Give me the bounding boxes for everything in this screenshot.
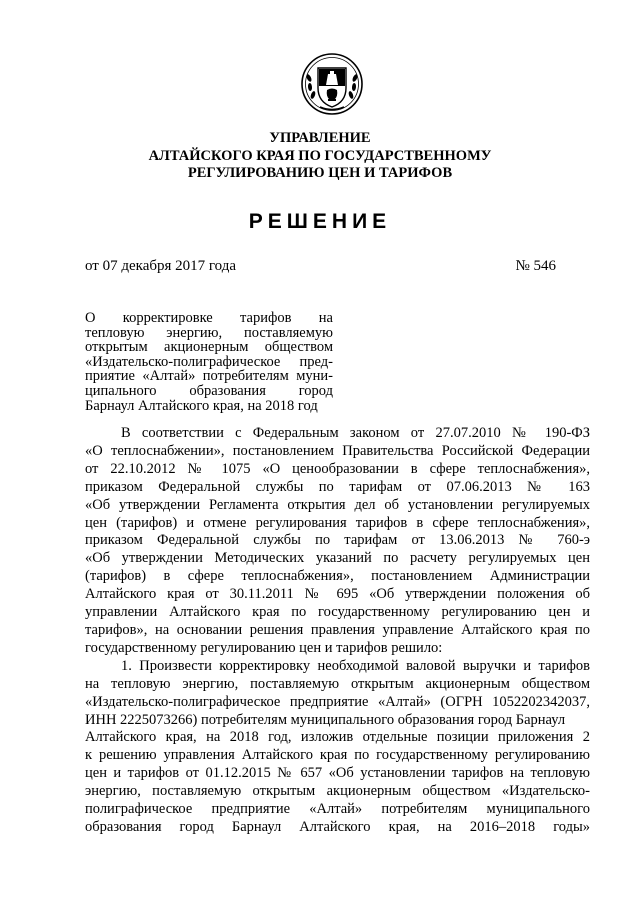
body-line: Алтайского края от 30.11.2011 № 695 «Об утверждении положения об	[85, 586, 590, 603]
body-paragraph-preamble	[85, 425, 590, 658]
body-line: образования город Барнаул Алтайского края, на 2016–2018 годы»	[85, 818, 590, 835]
body-line: приказом Федеральной службы по тарифам от 07.06.2013 № 163	[85, 478, 590, 495]
document-body	[85, 425, 590, 837]
body-line: тарифов», на основании решения правления управление Алтайского края по	[85, 621, 590, 638]
body-line: «О теплоснабжении», постановлением Правительства Российской Федерации	[85, 442, 590, 459]
body-line: от 22.10.2012 № 1075 «О ценообразовании в сфере теплоснабжения»,	[85, 460, 590, 477]
body-paragraph-item-1	[85, 658, 590, 837]
org-line: АЛТАЙСКОГО КРАЯ ПО ГОСУДАРСТВЕННОМУ	[148, 147, 492, 164]
body-line: приказом Федеральной службы по тарифам от 13.06.2013 № 760-э	[85, 532, 590, 549]
subject-line: ципального образования город	[85, 382, 333, 399]
organization-title	[0, 130, 640, 183]
body-line: (тарифов) в сфере теплоснабжения», постановлением Администрации	[85, 568, 590, 585]
subject-line: приятие «Алтай» потребителям муни-	[85, 368, 333, 385]
body-line: В соответствии с Федеральным законом от 27.07.2010 № 190-ФЗ	[121, 425, 590, 441]
org-line: РЕГУЛИРОВАНИЮ ЦЕН И ТАРИФОВ	[187, 165, 453, 181]
body-line: цен и тарифов от 01.12.2015 № 657 «Об установлении тарифов на тепловую	[85, 765, 590, 782]
body-line: к решению управления Алтайского края по государственному регулированию	[85, 747, 590, 764]
body-line: полиграфическое предприятие «Алтай» потребителям муниципального	[85, 801, 590, 818]
body-line: государственному регулированию цен и тарифов решило:	[85, 639, 443, 656]
subject-line: Барнаул Алтайского края, на 2018 год	[85, 397, 318, 414]
body-line: на тепловую энергию, поставляемую открытым акционерным обществом	[85, 675, 590, 692]
subject-line: «Издательско-полиграфическое пред-	[85, 353, 333, 370]
subject-line: открытым акционерным обществом	[85, 339, 333, 356]
body-line: ИНН 2225073266) потребителям муниципального образования город Барнаул	[85, 711, 566, 728]
body-line: «Об утверждении Методических указаний по расчету регулируемых цен	[85, 550, 590, 567]
coat-of-arms-emblem	[300, 52, 364, 116]
body-line: энергию, поставляемую открытым акционерным обществом «Издательско-	[85, 783, 590, 800]
body-line: цен (тарифов) и отмене регулирования тарифов в сфере теплоснабжения»,	[85, 514, 590, 531]
body-line: 1. Произвести корректировку необходимой валовой выручки и тарифов	[121, 657, 590, 674]
document-subject	[85, 311, 333, 413]
subject-line: тепловую энергию, поставляемую	[85, 324, 333, 341]
body-line: управлении Алтайского края по государственному регулированию цен и	[85, 604, 590, 621]
body-line: Алтайского края, на 2018 год, изложив отдельные позиции приложения 2	[85, 729, 590, 746]
body-line: «Издательско-полиграфическое предприятие «Алтай» (ОГРН 1052202342037,	[85, 693, 590, 710]
document-type-title: РЕШЕНИЕ	[248, 210, 392, 233]
org-line: УПРАВЛЕНИЕ	[269, 130, 371, 146]
body-line: «Об утверждении Регламента открытия дел об установлении регулируемых	[85, 496, 590, 513]
document-date: от 07 декабря 2017 года	[85, 258, 237, 274]
document-number: № 546	[515, 258, 556, 274]
subject-line: О корректировке тарифов на	[85, 310, 333, 326]
